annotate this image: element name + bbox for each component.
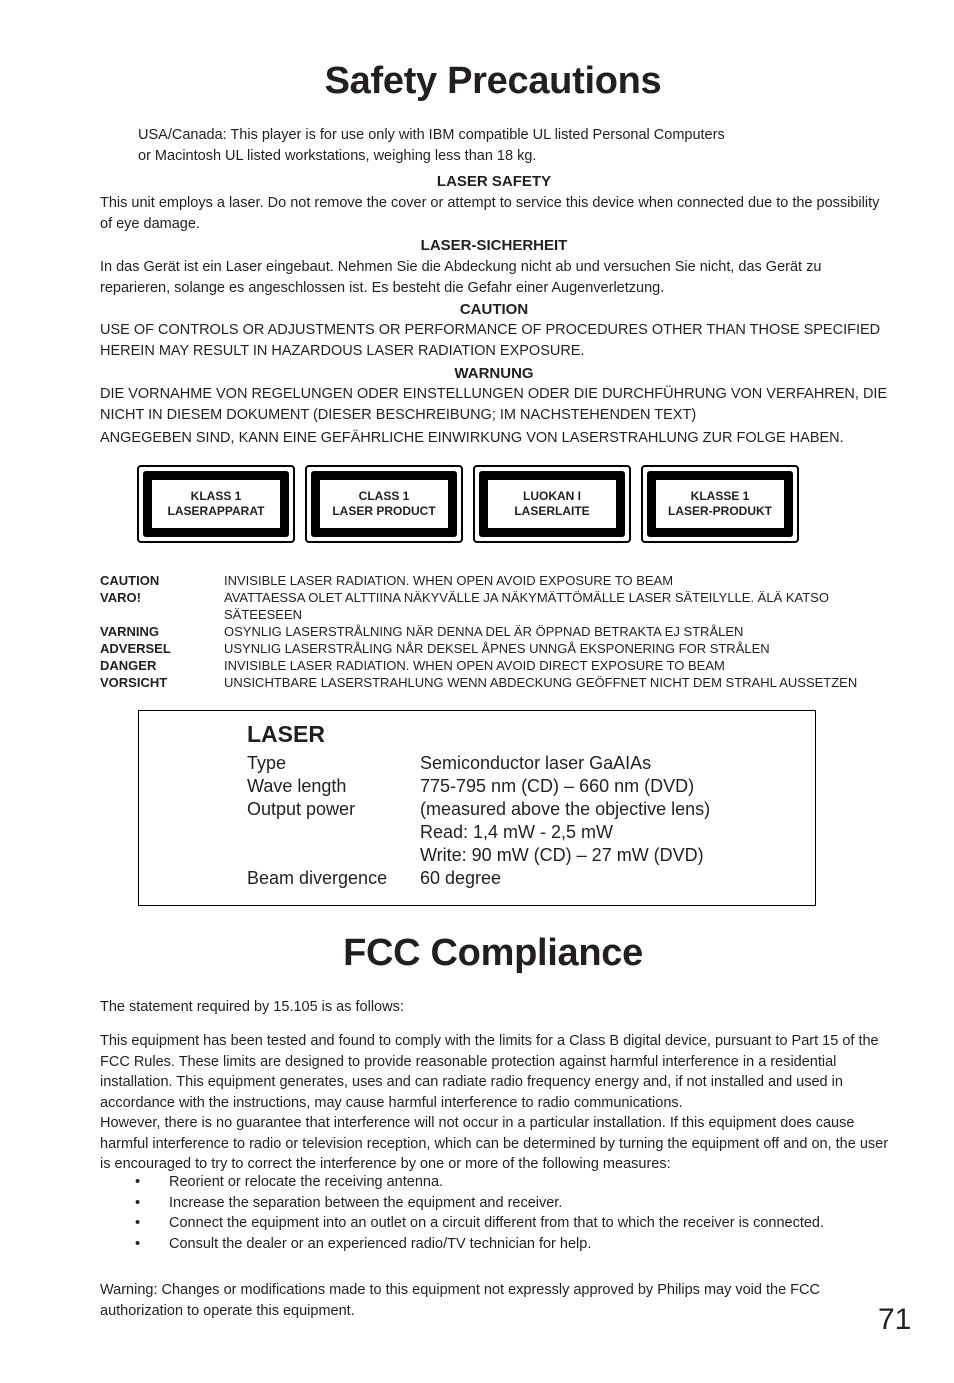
measure-text: Reorient or relocate the receiving antenna.: [169, 1174, 444, 1190]
warning-key: ADVERSEL: [100, 641, 171, 656]
page-number: 71: [878, 1303, 912, 1336]
spec-key: Type: [247, 753, 287, 773]
warning-text: USYNLIG LASERSTRÅLING NÅR DEKSEL ÅPNES UNNGÅ EKSPONERING FOR STRÅLEN: [224, 641, 770, 656]
spec-row: [247, 798, 767, 821]
warning-key: VORSICHT: [100, 675, 168, 690]
spec-key: Beam divergence: [247, 868, 388, 888]
bullet-icon: •: [135, 1174, 141, 1190]
heading-warnung: WARNUNG: [454, 365, 534, 382]
laser-class-labels: [137, 465, 799, 543]
list-item: [135, 1172, 895, 1193]
warning-key: DANGER: [100, 658, 157, 673]
class-label: [137, 465, 295, 543]
warning-row: [100, 657, 895, 674]
list-item: [135, 1234, 895, 1255]
spec-key: Output power: [247, 799, 356, 819]
spec-key: Wave length: [247, 776, 347, 796]
laser-spec-table: [247, 752, 767, 890]
spec-key: [247, 844, 420, 867]
class-label-line-1: KLASSE 1: [690, 489, 750, 503]
laser-spec-box: [138, 710, 816, 906]
measure-text: Connect the equipment into an outlet on a circuit different from that to which the receiver is connected.: [169, 1215, 825, 1231]
text-laser-sicherheit: In das Gerät ist ein Laser eingebaut. Nehmen Sie die Abdeckung nicht ab und versuchen Sie nicht, das Gerät zu reparieren, solange es angeschlossen ist. Es besteht die Gefahr einer Augenverletzung.: [100, 259, 822, 296]
list-item: [135, 1213, 895, 1234]
heading-caution: CAUTION: [459, 301, 529, 318]
text-warnung: DIE VORNAHME VON REGELUNGEN ODER EINSTELLUNGEN ODER DIE DURCHFÜHRUNG VON VERFAHREN, DIE NICHT IN DIESEM DOKUMENT (DIESER BESCHREIBUNG; IM NACHSTEHENDEN TEXT): [100, 386, 888, 423]
warning-text: AVATTAESSA OLET ALTTIINA NÄKYVÄLLE JA NÄKYMÄTTÖMÄLLE LASER SÄTEILYLLE. ÄLÄ KATSO SÄTEESEEN: [224, 590, 829, 622]
intro-line-1: USA/Canada: This player is for use only with IBM compatible UL listed Personal Computers: [138, 127, 725, 143]
spec-row: [247, 844, 767, 867]
spec-value: 60 degree: [420, 868, 502, 888]
warning-text: INVISIBLE LASER RADIATION. WHEN OPEN AVOID EXPOSURE TO BEAM: [224, 573, 674, 588]
class-label-line-2: LASERAPPARAT: [167, 504, 265, 518]
intro-text: [138, 125, 778, 166]
class-label-line-2: LASER PRODUCT: [332, 504, 436, 518]
heading-laser-safety: LASER SAFETY: [436, 173, 552, 190]
fcc-paragraph-1: This equipment has been tested and found to comply with the limits for a Class B digital device, pursuant to Part 15 of the FCC Rules. These limits are designed to provide reasonable protection against harmful interference in a residential installation. This equipment generates, uses and can radiate radio frequency energy and, if not installed and used in accordance with the instructions, may cause harmful interference to radio communications.: [100, 1033, 879, 1111]
spec-value: Write: 90 mW (CD) – 27 mW (DVD): [420, 845, 704, 865]
warning-text: INVISIBLE LASER RADIATION. WHEN OPEN AVOID DIRECT EXPOSURE TO BEAM: [224, 658, 725, 673]
laser-spec-title: LASER: [247, 721, 325, 747]
text-caution: USE OF CONTROLS OR ADJUSTMENTS OR PERFORMANCE OF PROCEDURES OTHER THAN THOSE SPECIFIED HEREIN MAY RESULT IN HAZARDOUS LASER RADIATION EXPOSURE.: [100, 322, 881, 359]
warning-row: [100, 674, 895, 691]
fcc-warning: Warning: Changes or modifications made to this equipment not expressly approved by Philips may void the FCC authorization to operate this equipment.: [100, 1282, 820, 1319]
text-laser-safety: This unit employs a laser. Do not remove the cover or attempt to service this device when connected due to the possibility of eye damage.: [100, 195, 880, 232]
warning-row: [100, 572, 895, 589]
class-label-line-1: LUOKAN I: [523, 489, 581, 503]
class-label-line-2: LASERLAITE: [514, 504, 590, 518]
heading-laser-sicherheit: LASER-SICHERHEIT: [420, 237, 568, 254]
warning-key: CAUTION: [100, 573, 160, 588]
bullet-icon: •: [135, 1194, 141, 1211]
class-label: [473, 465, 631, 543]
spec-row: [247, 821, 767, 844]
warning-text: UNSICHTBARE LASERSTRAHLUNG WENN ABDECKUNG GEÖFFNET NICHT DEM STRAHL AUSSETZEN: [224, 675, 858, 690]
class-label-line-2: LASER-PRODUKT: [668, 504, 772, 518]
bullet-icon: •: [135, 1215, 141, 1231]
warning-row: [100, 640, 895, 657]
spec-value: 775-795 nm (CD) – 660 nm (DVD): [420, 776, 695, 796]
warning-text: OSYNLIG LASERSTRÅLNING NÄR DENNA DEL ÄR ÖPPNAD BETRAKTA EJ STRÅLEN: [224, 624, 744, 639]
bullet-icon: •: [135, 1235, 141, 1252]
fcc-statement: The statement required by 15.105 is as follows:: [100, 999, 404, 1015]
page-title-fcc: FCC Compliance: [343, 932, 643, 974]
text-warnung-continued: ANGEGEBEN SIND, KANN EINE GEFÄHRLICHE EINWIRKUNG VON LASERSTRAHLUNG ZUR FOLGE HABEN.: [100, 430, 844, 446]
warning-key: VARO!: [100, 590, 141, 605]
class-label-line-1: CLASS 1: [358, 489, 410, 503]
intro-line-2: or Macintosh UL listed workstations, weighing less than 18 kg.: [138, 147, 537, 164]
spec-value: Semiconductor laser GaAIAs: [420, 753, 652, 773]
class-label: [305, 465, 463, 543]
spec-key: [247, 821, 420, 844]
measure-text: Consult the dealer or an experienced radio/TV technician for help.: [169, 1235, 592, 1252]
list-item: [135, 1193, 895, 1214]
fcc-measures-list: [135, 1172, 895, 1254]
fcc-paragraph-2: However, there is no guarantee that interference will not occur in a particular installation. If this equipment does cause harmful interference to radio or television reception, which can be determined by turning the equipment off and on, the user is encouraged to try to correct the interference by one or more of the following measures:: [100, 1115, 889, 1172]
class-label-line-1: KLASS 1: [190, 489, 242, 503]
spec-value: Read: 1,4 mW - 2,5 mW: [420, 822, 614, 842]
spec-row: [247, 775, 767, 798]
warning-row: [100, 589, 895, 623]
spec-value: (measured above the objective lens): [420, 799, 711, 819]
warning-row: [100, 623, 895, 640]
measure-text: Increase the separation between the equipment and receiver.: [169, 1194, 563, 1211]
multilingual-warnings: [100, 572, 895, 691]
warning-key: VARNING: [100, 624, 159, 639]
class-label: [641, 465, 799, 543]
spec-row: [247, 867, 767, 890]
spec-row: [247, 752, 767, 775]
page-title-safety: Safety Precautions: [324, 60, 662, 102]
